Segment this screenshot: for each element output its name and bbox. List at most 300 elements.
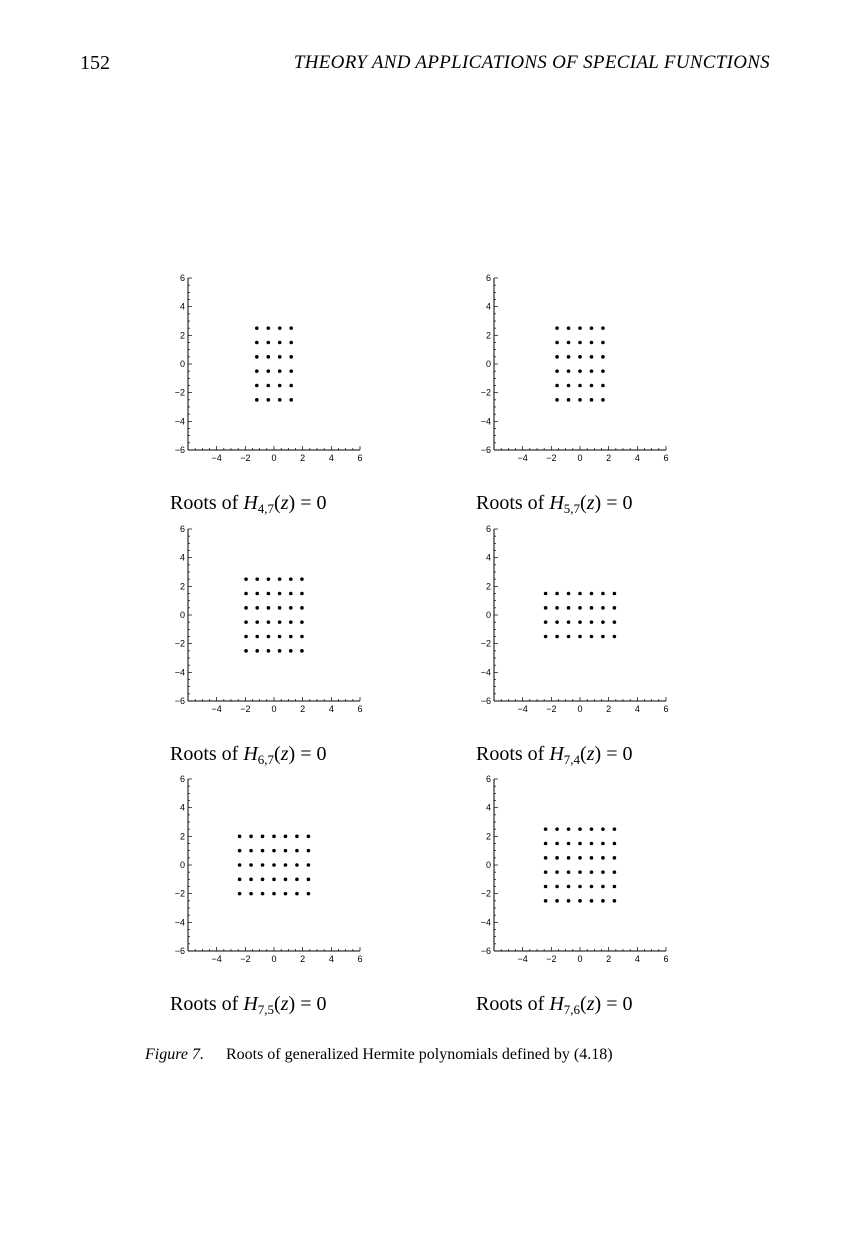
x-tick-label: 4 xyxy=(634,453,640,463)
root-point xyxy=(544,885,548,889)
root-point xyxy=(266,384,270,388)
root-point xyxy=(590,355,594,359)
root-point xyxy=(295,892,299,896)
root-point xyxy=(266,341,270,345)
root-point xyxy=(613,899,617,903)
root-point xyxy=(555,842,559,846)
caption-suffix: = 0 xyxy=(295,993,327,1015)
caption-suffix: = 0 xyxy=(601,743,633,765)
y-tick-label: −4 xyxy=(480,917,491,928)
root-point xyxy=(613,885,617,889)
plot-caption: Roots of $H_{7,6}(z) = 0$ xyxy=(476,993,633,1017)
y-tick-label: −6 xyxy=(480,445,491,455)
root-point xyxy=(278,635,282,639)
root-point xyxy=(289,355,293,359)
root-point xyxy=(613,842,617,846)
x-tick-label: 6 xyxy=(663,704,669,714)
root-point xyxy=(601,827,605,831)
x-tick-label: −4 xyxy=(517,704,528,714)
x-tick-label: −2 xyxy=(546,453,557,463)
y-tick-label: −2 xyxy=(480,387,491,398)
root-point xyxy=(555,384,559,388)
x-tick-label: −2 xyxy=(546,954,557,964)
root-point xyxy=(567,620,571,624)
root-point xyxy=(289,341,293,345)
y-tick-label: 2 xyxy=(485,330,491,341)
y-tick-label: 2 xyxy=(179,581,185,592)
root-point xyxy=(238,878,242,882)
y-tick-label: 6 xyxy=(179,524,185,534)
root-point xyxy=(295,863,299,867)
y-tick-label: 0 xyxy=(179,610,185,620)
running-head: THEORY AND APPLICATIONS OF SPECIAL FUNCTIONS xyxy=(293,52,770,73)
root-point xyxy=(284,892,288,896)
root-point xyxy=(590,620,594,624)
root-point xyxy=(261,892,265,896)
root-point xyxy=(601,606,605,610)
roots-plot-h-5-7 xyxy=(476,270,676,516)
root-point xyxy=(307,878,311,882)
root-point xyxy=(267,635,271,639)
root-point xyxy=(567,870,571,874)
y-tick-label: 6 xyxy=(179,774,185,784)
root-point xyxy=(578,827,582,831)
y-tick-label: −4 xyxy=(480,667,491,678)
y-tick-label: 4 xyxy=(485,552,491,563)
x-tick-label: −4 xyxy=(211,453,222,463)
y-tick-label: −6 xyxy=(174,445,185,455)
root-point xyxy=(601,592,605,596)
root-point xyxy=(555,398,559,402)
root-point xyxy=(578,842,582,846)
root-point xyxy=(601,899,605,903)
root-point xyxy=(307,892,311,896)
root-point xyxy=(267,577,271,581)
y-tick-label: −2 xyxy=(174,638,185,649)
root-point xyxy=(555,592,559,596)
root-point xyxy=(578,341,582,345)
plot-canvas xyxy=(170,270,370,480)
root-point xyxy=(300,577,304,581)
root-point xyxy=(249,849,253,853)
root-point xyxy=(255,649,259,653)
root-point xyxy=(272,863,276,867)
page-header xyxy=(80,52,770,82)
root-point xyxy=(300,592,304,596)
root-point xyxy=(295,878,299,882)
figure-caption xyxy=(145,1046,613,1064)
caption-argument: z xyxy=(586,993,595,1015)
root-point xyxy=(601,341,605,345)
root-point xyxy=(249,878,253,882)
root-point xyxy=(278,577,282,581)
root-point xyxy=(278,369,282,373)
y-tick-label: 0 xyxy=(485,860,491,870)
root-point xyxy=(289,620,293,624)
root-point xyxy=(590,827,594,831)
root-point xyxy=(555,856,559,860)
figure-label: Figure 7. xyxy=(145,1046,204,1063)
root-point xyxy=(255,355,259,359)
root-point xyxy=(578,398,582,402)
plot-canvas xyxy=(476,270,676,480)
root-point xyxy=(278,384,282,388)
root-point xyxy=(590,341,594,345)
root-point xyxy=(567,326,571,330)
root-point xyxy=(244,592,248,596)
root-point xyxy=(267,606,271,610)
root-point xyxy=(244,606,248,610)
roots-plot-h-7-6 xyxy=(476,771,676,1017)
root-point xyxy=(590,635,594,639)
root-point xyxy=(567,899,571,903)
root-point xyxy=(578,856,582,860)
root-point xyxy=(590,326,594,330)
caption-function: H xyxy=(243,492,258,514)
caption-argument: z xyxy=(586,492,595,514)
caption-function: H xyxy=(549,492,564,514)
y-tick-label: −6 xyxy=(480,696,491,706)
y-tick-label: 6 xyxy=(485,524,491,534)
caption-subscript: 7,6 xyxy=(563,1002,581,1017)
root-point xyxy=(590,592,594,596)
y-tick-label: −6 xyxy=(174,696,185,706)
root-point xyxy=(255,369,259,373)
y-tick-label: −2 xyxy=(480,638,491,649)
root-point xyxy=(590,870,594,874)
root-point xyxy=(567,635,571,639)
x-tick-label: 2 xyxy=(606,704,612,714)
roots-plot-h-4-7 xyxy=(170,270,370,516)
x-tick-label: 2 xyxy=(300,453,306,463)
root-point xyxy=(255,341,259,345)
root-point xyxy=(555,341,559,345)
root-point xyxy=(578,355,582,359)
plot-caption: Roots of $H_{7,4}(z) = 0$ xyxy=(476,743,633,767)
caption-prefix: Roots of xyxy=(170,993,244,1015)
y-tick-label: 0 xyxy=(485,359,491,369)
root-point xyxy=(555,326,559,330)
roots-plot-h-6-7 xyxy=(170,521,370,767)
root-point xyxy=(278,620,282,624)
root-point xyxy=(278,326,282,330)
x-tick-label: −4 xyxy=(211,954,222,964)
root-point xyxy=(238,835,242,839)
root-point xyxy=(289,577,293,581)
root-point xyxy=(307,849,311,853)
x-tick-label: −4 xyxy=(517,954,528,964)
root-point xyxy=(289,649,293,653)
root-point xyxy=(578,606,582,610)
plot-canvas xyxy=(170,521,370,731)
root-point xyxy=(555,635,559,639)
plot-canvas xyxy=(170,771,370,981)
root-point xyxy=(555,885,559,889)
caption-argument: z xyxy=(586,743,595,765)
root-point xyxy=(289,592,293,596)
root-point xyxy=(567,606,571,610)
caption-suffix: = 0 xyxy=(295,492,327,514)
root-point xyxy=(578,885,582,889)
root-point xyxy=(601,885,605,889)
root-point xyxy=(261,878,265,882)
x-tick-label: 6 xyxy=(357,704,363,714)
caption-argument: z xyxy=(280,993,289,1015)
plot-canvas xyxy=(476,771,676,981)
caption-function: H xyxy=(243,743,258,765)
root-point xyxy=(601,384,605,388)
root-point xyxy=(255,606,259,610)
caption-prefix: Roots of xyxy=(476,743,550,765)
root-point xyxy=(578,369,582,373)
root-point xyxy=(578,635,582,639)
root-point xyxy=(613,620,617,624)
y-tick-label: 2 xyxy=(179,831,185,842)
root-point xyxy=(261,863,265,867)
caption-function: H xyxy=(549,993,564,1015)
root-point xyxy=(601,398,605,402)
root-point xyxy=(590,885,594,889)
root-point xyxy=(578,384,582,388)
y-tick-label: 6 xyxy=(179,273,185,283)
root-point xyxy=(601,326,605,330)
caption-suffix: = 0 xyxy=(601,993,633,1015)
root-point xyxy=(613,856,617,860)
root-point xyxy=(544,592,548,596)
root-point xyxy=(261,849,265,853)
root-point xyxy=(544,635,548,639)
caption-function: H xyxy=(549,743,564,765)
root-point xyxy=(267,620,271,624)
y-tick-label: 6 xyxy=(485,774,491,784)
x-tick-label: 0 xyxy=(271,453,277,463)
x-tick-label: 0 xyxy=(271,954,277,964)
y-tick-label: −4 xyxy=(174,416,185,427)
root-point xyxy=(567,842,571,846)
root-point xyxy=(613,870,617,874)
root-point xyxy=(555,355,559,359)
root-point xyxy=(266,355,270,359)
root-point xyxy=(601,870,605,874)
root-point xyxy=(544,606,548,610)
plot-caption: Roots of $H_{7,5}(z) = 0$ xyxy=(170,993,327,1017)
caption-argument: z xyxy=(280,492,289,514)
root-point xyxy=(555,606,559,610)
root-point xyxy=(289,384,293,388)
plot-caption: Roots of $H_{6,7}(z) = 0$ xyxy=(170,743,327,767)
root-point xyxy=(567,341,571,345)
root-point xyxy=(300,620,304,624)
x-tick-label: 2 xyxy=(606,954,612,964)
y-tick-label: 2 xyxy=(485,831,491,842)
caption-subscript: 7,4 xyxy=(563,752,581,767)
root-point xyxy=(567,856,571,860)
root-point xyxy=(590,842,594,846)
caption-suffix: = 0 xyxy=(601,492,633,514)
root-point xyxy=(544,620,548,624)
x-tick-label: 0 xyxy=(577,954,583,964)
root-point xyxy=(544,856,548,860)
caption-suffix: = 0 xyxy=(295,743,327,765)
x-tick-label: 0 xyxy=(577,704,583,714)
root-point xyxy=(284,835,288,839)
root-point xyxy=(300,606,304,610)
root-point xyxy=(613,827,617,831)
y-tick-label: −2 xyxy=(174,387,185,398)
y-tick-label: 0 xyxy=(485,610,491,620)
y-tick-label: −4 xyxy=(174,667,185,678)
caption-subscript: 4,7 xyxy=(257,501,275,516)
x-tick-label: 6 xyxy=(663,954,669,964)
root-point xyxy=(272,878,276,882)
x-tick-label: 0 xyxy=(271,704,277,714)
y-tick-label: −6 xyxy=(174,946,185,956)
roots-plot-h-7-4 xyxy=(476,521,676,767)
root-point xyxy=(284,863,288,867)
root-point xyxy=(613,606,617,610)
root-point xyxy=(278,355,282,359)
root-point xyxy=(255,577,259,581)
root-point xyxy=(307,835,311,839)
root-point xyxy=(555,899,559,903)
root-point xyxy=(289,635,293,639)
root-point xyxy=(590,369,594,373)
root-point xyxy=(300,649,304,653)
root-point xyxy=(578,620,582,624)
root-point xyxy=(567,592,571,596)
root-point xyxy=(284,878,288,882)
root-point xyxy=(278,398,282,402)
root-point xyxy=(578,899,582,903)
root-point xyxy=(272,892,276,896)
root-point xyxy=(278,341,282,345)
roots-plot-h-7-5 xyxy=(170,771,370,1017)
root-point xyxy=(590,856,594,860)
y-tick-label: −2 xyxy=(174,888,185,899)
root-point xyxy=(590,384,594,388)
root-point xyxy=(601,355,605,359)
root-point xyxy=(544,899,548,903)
x-tick-label: −2 xyxy=(240,954,251,964)
root-point xyxy=(567,885,571,889)
x-tick-label: −2 xyxy=(546,704,557,714)
root-point xyxy=(284,849,288,853)
root-point xyxy=(266,326,270,330)
root-point xyxy=(590,899,594,903)
caption-prefix: Roots of xyxy=(476,993,550,1015)
caption-subscript: 6,7 xyxy=(257,752,275,767)
y-tick-label: 2 xyxy=(485,581,491,592)
x-tick-label: −2 xyxy=(240,453,251,463)
root-point xyxy=(238,892,242,896)
root-point xyxy=(244,620,248,624)
root-point xyxy=(578,326,582,330)
root-point xyxy=(555,827,559,831)
x-tick-label: 2 xyxy=(606,453,612,463)
x-tick-label: −4 xyxy=(211,704,222,714)
root-point xyxy=(307,863,311,867)
y-tick-label: 0 xyxy=(179,860,185,870)
root-point xyxy=(244,635,248,639)
x-tick-label: 2 xyxy=(300,704,306,714)
root-point xyxy=(544,842,548,846)
root-point xyxy=(578,592,582,596)
y-tick-label: 4 xyxy=(179,301,185,312)
root-point xyxy=(255,384,259,388)
root-point xyxy=(544,870,548,874)
root-point xyxy=(289,606,293,610)
y-tick-label: −6 xyxy=(480,946,491,956)
caption-argument: z xyxy=(280,743,289,765)
plot-caption: Roots of $H_{4,7}(z) = 0$ xyxy=(170,492,327,516)
root-point xyxy=(278,606,282,610)
root-point xyxy=(255,620,259,624)
root-point xyxy=(601,856,605,860)
root-point xyxy=(567,384,571,388)
y-tick-label: −2 xyxy=(480,888,491,899)
x-tick-label: 6 xyxy=(663,453,669,463)
x-tick-label: −2 xyxy=(240,704,251,714)
plot-caption: Roots of $H_{5,7}(z) = 0$ xyxy=(476,492,633,516)
root-point xyxy=(567,369,571,373)
x-tick-label: 0 xyxy=(577,453,583,463)
root-point xyxy=(261,835,265,839)
x-tick-label: 4 xyxy=(634,954,640,964)
root-point xyxy=(255,398,259,402)
root-point xyxy=(555,620,559,624)
page-number: 152 xyxy=(80,52,110,74)
root-point xyxy=(238,863,242,867)
y-tick-label: 4 xyxy=(179,552,185,563)
caption-prefix: Roots of xyxy=(476,492,550,514)
root-point xyxy=(249,863,253,867)
root-point xyxy=(278,592,282,596)
root-point xyxy=(601,369,605,373)
x-tick-label: −4 xyxy=(517,453,528,463)
x-tick-label: 4 xyxy=(634,704,640,714)
caption-function: H xyxy=(243,993,258,1015)
root-point xyxy=(555,369,559,373)
y-tick-label: 4 xyxy=(179,802,185,813)
root-point xyxy=(567,827,571,831)
x-tick-label: 4 xyxy=(328,704,334,714)
root-point xyxy=(289,398,293,402)
x-tick-label: 6 xyxy=(357,954,363,964)
caption-prefix: Roots of xyxy=(170,743,244,765)
root-point xyxy=(249,835,253,839)
root-point xyxy=(567,355,571,359)
root-point xyxy=(255,635,259,639)
y-tick-label: −4 xyxy=(480,416,491,427)
y-tick-label: 0 xyxy=(179,359,185,369)
root-point xyxy=(289,326,293,330)
caption-subscript: 7,5 xyxy=(257,1002,275,1017)
root-point xyxy=(266,369,270,373)
root-point xyxy=(544,827,548,831)
root-point xyxy=(244,649,248,653)
y-tick-label: 6 xyxy=(485,273,491,283)
root-point xyxy=(295,849,299,853)
root-point xyxy=(249,892,253,896)
root-point xyxy=(295,835,299,839)
root-point xyxy=(590,606,594,610)
root-point xyxy=(601,635,605,639)
root-point xyxy=(613,635,617,639)
x-tick-label: 6 xyxy=(357,453,363,463)
caption-prefix: Roots of xyxy=(170,492,244,514)
root-point xyxy=(255,592,259,596)
figure-caption-text: Roots of generalized Hermite polynomials defined by (4.18) xyxy=(225,1046,613,1063)
